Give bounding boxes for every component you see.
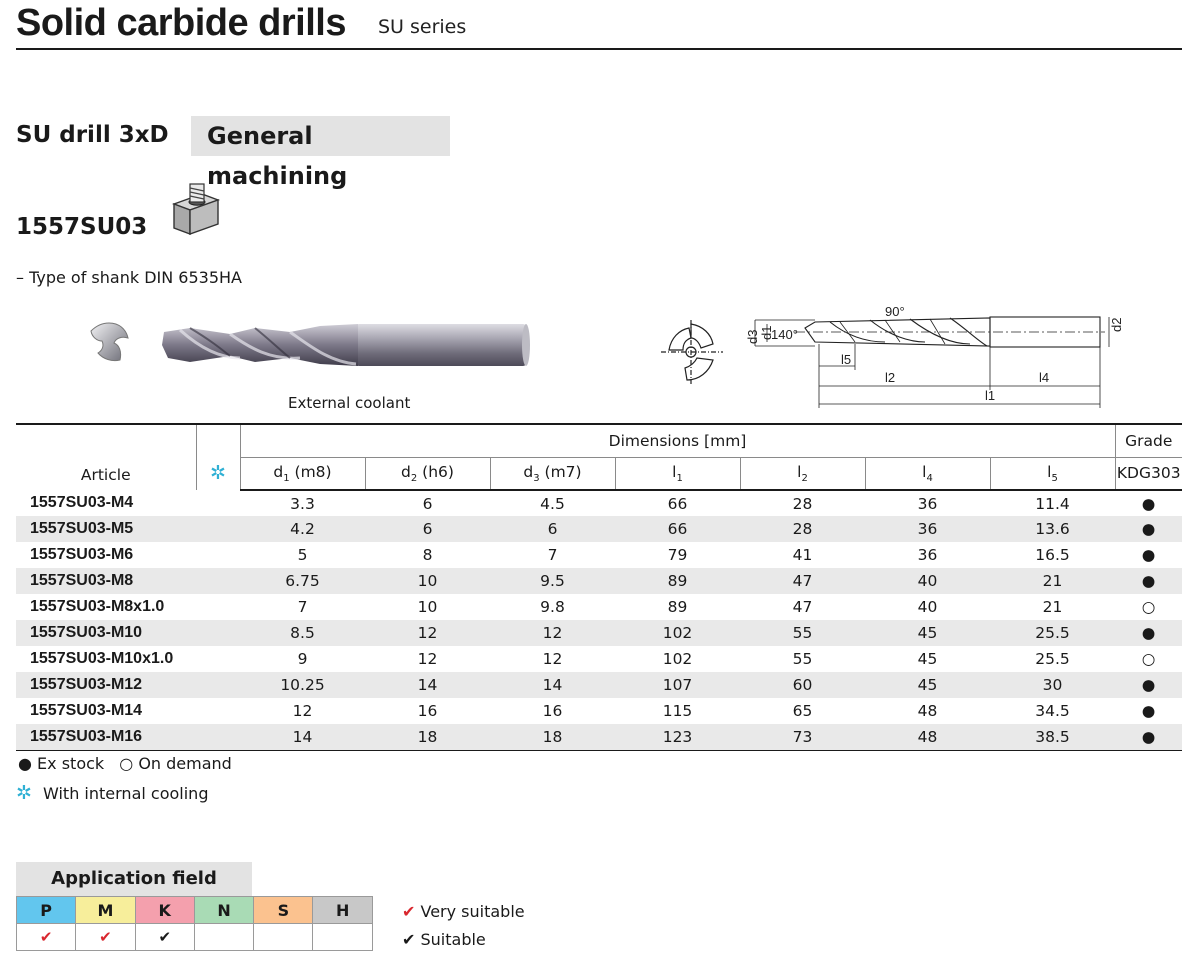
dimension-cell: 102 [615, 620, 740, 646]
cooling-cell [196, 516, 240, 542]
dimension-cell: 38.5 [990, 724, 1115, 750]
dimension-cell: 13.6 [990, 516, 1115, 542]
svg-text:d2: d2 [1109, 317, 1124, 332]
article-cell: 1557SU03-M4 [30, 494, 134, 511]
col-l1: $l_1$ [615, 457, 740, 490]
table-row [16, 698, 1182, 724]
table-row [16, 490, 1182, 516]
grade-availability-cell: ● [1115, 724, 1182, 750]
article-cell: 1557SU03-M6 [30, 546, 134, 563]
dimension-cell: 7 [297, 598, 308, 616]
grade-availability-cell: ○ [1141, 598, 1156, 616]
page-subtitle: SU series [378, 16, 467, 38]
dimension-cell: 28 [792, 494, 813, 513]
very-suitable-check-icon: ✔ [402, 902, 416, 921]
dimension-cell: 60 [740, 672, 865, 698]
dimension-cell: 12 [365, 620, 490, 646]
page-title: Solid carbide drills [16, 2, 346, 44]
application-field-title: Application field [16, 862, 252, 896]
dimension-cell: 14 [240, 724, 365, 750]
dimension-cell: 16 [542, 702, 563, 720]
cooling-cell [196, 620, 240, 646]
dimension-cell: 41 [792, 546, 813, 564]
cooling-cell [196, 698, 240, 724]
grade-availability-cell: ● [1115, 620, 1182, 646]
suitability-p: ✔ [17, 924, 76, 951]
coolant-label: External coolant [288, 394, 411, 412]
cooling-header-icon: ✲ [196, 424, 240, 490]
article-cell: 1557SU03-M10 [16, 620, 196, 646]
grade-availability-cell: ● [1141, 494, 1156, 513]
dimension-cell: 6 [490, 516, 615, 542]
article-cell: 1557SU03-M8 [16, 568, 196, 594]
grade-header: Grade [1115, 424, 1182, 457]
dimension-cell: 36 [917, 546, 938, 564]
shank-note: – Type of shank DIN 6535HA [16, 268, 242, 287]
col-d3: $d_3$ (m7) [490, 457, 615, 490]
grade-availability-cell: ● [1141, 702, 1156, 720]
cooling-cell [196, 568, 240, 594]
cooling-cell [196, 646, 240, 672]
material-group-row [17, 897, 373, 924]
dimension-cell: 10.25 [240, 672, 365, 698]
tip-angle-label: 140° [771, 327, 798, 342]
application-field-grid [16, 896, 373, 951]
material-group-n: N [194, 897, 253, 924]
dimension-cell: 66 [667, 494, 688, 513]
dimension-cell: 7 [547, 546, 558, 564]
grade-availability-cell: ● [1115, 516, 1182, 542]
spec-table [16, 423, 1182, 751]
drill-photo [160, 318, 532, 372]
article-cell: 1557SU03-M16 [16, 724, 196, 750]
grade-availability-cell: ○ [1141, 650, 1156, 668]
dimension-cell: 18 [490, 724, 615, 750]
title-divider [16, 48, 1182, 50]
dimension-cell: 40 [865, 568, 990, 594]
col-l2: $l_2$ [740, 457, 865, 490]
dimension-cell: 48 [917, 702, 938, 720]
dimension-cell: 89 [615, 568, 740, 594]
cooling-icon: ✲ [16, 782, 32, 804]
dimension-cell: 8 [422, 546, 433, 564]
article-header: Article [16, 424, 196, 490]
dimension-cell: 25.5 [1035, 650, 1070, 668]
svg-text:l5: l5 [841, 352, 852, 367]
col-d2: $d_2$ (h6) [365, 457, 490, 490]
drill-technical-drawing [655, 300, 1125, 412]
very-suitable-legend: ✔ Very suitable [402, 902, 525, 921]
table-row [16, 542, 1182, 568]
suitable-check-icon: ✔ [402, 930, 416, 949]
dimension-cell: 47 [740, 568, 865, 594]
material-group-m: M [76, 897, 135, 924]
dimension-cell: 45 [865, 620, 990, 646]
table-row [16, 620, 1182, 646]
dimension-cell: 25.5 [990, 620, 1115, 646]
chamfer-angle-label: 90° [885, 304, 905, 319]
dimension-cell: 48 [865, 724, 990, 750]
dimension-cell: 9.5 [490, 568, 615, 594]
application-legend [402, 898, 525, 954]
dimension-cell: 5 [297, 546, 308, 564]
dimension-cell: 9.8 [540, 598, 565, 616]
dimension-cell: 12 [417, 650, 438, 668]
suitability-k: ✔ [135, 924, 194, 951]
dimension-cell: 65 [792, 702, 813, 720]
threaded-hole-icon [168, 180, 224, 236]
dimension-cell: 6.75 [240, 568, 365, 594]
suitability-row [17, 924, 373, 951]
svg-text:d3: d3 [745, 329, 760, 344]
ex-stock-legend: ● Ex stock [18, 754, 105, 773]
dimension-cell: 73 [740, 724, 865, 750]
col-l4: $l_4$ [865, 457, 990, 490]
section-title: SU drill 3xD [16, 122, 169, 148]
dimension-cell: 16 [417, 702, 438, 720]
dimension-cell: 34.5 [1035, 702, 1070, 720]
article-cell: 1557SU03-M12 [16, 672, 196, 698]
cooling-cell [196, 724, 240, 750]
table-row [16, 568, 1182, 594]
dimension-cell: 16.5 [1035, 546, 1070, 564]
dimension-cell: 4.5 [540, 494, 565, 513]
table-row [16, 646, 1182, 672]
dimension-cell: 47 [792, 598, 813, 616]
suitability-h [313, 924, 372, 951]
cooling-cell [196, 490, 240, 516]
dimension-cell: 107 [615, 672, 740, 698]
dimension-cell: 89 [667, 598, 688, 616]
dimension-cell: 6 [365, 516, 490, 542]
article-cell: 1557SU03-M8x1.0 [30, 598, 165, 615]
material-group-s: S [254, 897, 313, 924]
article-cell: 1557SU03-M14 [30, 702, 143, 719]
svg-text:l1: l1 [985, 388, 996, 403]
dimension-cell: 115 [662, 702, 693, 720]
on-demand-legend: ○ On demand [119, 754, 232, 773]
col-grade: KDG303 [1115, 457, 1182, 490]
dimension-cell: 12 [490, 620, 615, 646]
dimension-cell: 36 [865, 516, 990, 542]
material-group-h: H [313, 897, 372, 924]
spec-table-body [16, 490, 1182, 750]
dimension-cell: 40 [917, 598, 938, 616]
dimension-cell: 123 [615, 724, 740, 750]
dimension-cell: 4.2 [240, 516, 365, 542]
material-group-k: K [135, 897, 194, 924]
suitability-n [194, 924, 253, 951]
dimension-cell: 12 [292, 702, 313, 720]
dimension-cell: 6 [422, 494, 433, 513]
dimension-cell: 55 [740, 620, 865, 646]
col-l5: $l_5$ [990, 457, 1115, 490]
dimension-cell: 10 [365, 568, 490, 594]
dimension-cell: 45 [917, 650, 938, 668]
suitability-s [254, 924, 313, 951]
table-row [16, 516, 1182, 542]
dimension-cell: 12 [542, 650, 563, 668]
table-row [16, 594, 1182, 620]
dimension-cell: 79 [667, 546, 688, 564]
cooling-legend-label: With internal cooling [43, 784, 209, 803]
suitable-legend: ✔ Suitable [402, 930, 486, 949]
dimension-cell: 14 [490, 672, 615, 698]
dimension-cell: 36 [917, 494, 938, 513]
dimension-cell: 55 [792, 650, 813, 668]
dimension-cell: 18 [365, 724, 490, 750]
dimension-cell: 28 [740, 516, 865, 542]
dimension-cell: 21 [990, 568, 1115, 594]
section-tag: General machining [191, 116, 450, 156]
stock-legend [18, 754, 242, 773]
cooling-cell [196, 672, 240, 698]
grade-availability-cell: ● [1115, 568, 1182, 594]
suitability-m: ✔ [76, 924, 135, 951]
grade-availability-cell: ● [1115, 672, 1182, 698]
dimension-cell: 14 [365, 672, 490, 698]
table-row [16, 724, 1182, 750]
dimension-cell: 9 [297, 650, 308, 668]
material-group-p: P [17, 897, 76, 924]
table-row [16, 672, 1182, 698]
svg-text:l4: l4 [1039, 370, 1050, 385]
dimension-cell: 10 [417, 598, 438, 616]
cooling-cell [196, 542, 240, 568]
dimensions-header: Dimensions [mm] [240, 424, 1115, 457]
cooling-cell [196, 594, 240, 620]
dimension-cell: 45 [865, 672, 990, 698]
drill-cross-section-icon [86, 320, 132, 366]
cooling-legend [16, 782, 208, 804]
svg-text:l2: l2 [885, 370, 896, 385]
dimension-cell: 21 [1042, 598, 1063, 616]
dimension-cell: 30 [990, 672, 1115, 698]
grade-availability-cell: ● [1141, 546, 1156, 564]
article-cell: 1557SU03-M10x1.0 [30, 650, 174, 667]
col-d1: $d_1$ (m8) [240, 457, 365, 490]
dimension-cell: 8.5 [240, 620, 365, 646]
dimension-cell: 3.3 [290, 494, 315, 513]
dimension-cell: 11.4 [1035, 494, 1070, 513]
svg-text:d1: d1 [759, 325, 774, 340]
dimension-cell: 102 [662, 650, 693, 668]
article-cell: 1557SU03-M5 [16, 516, 196, 542]
article-code: 1557SU03 [16, 214, 148, 240]
dimension-cell: 66 [615, 516, 740, 542]
